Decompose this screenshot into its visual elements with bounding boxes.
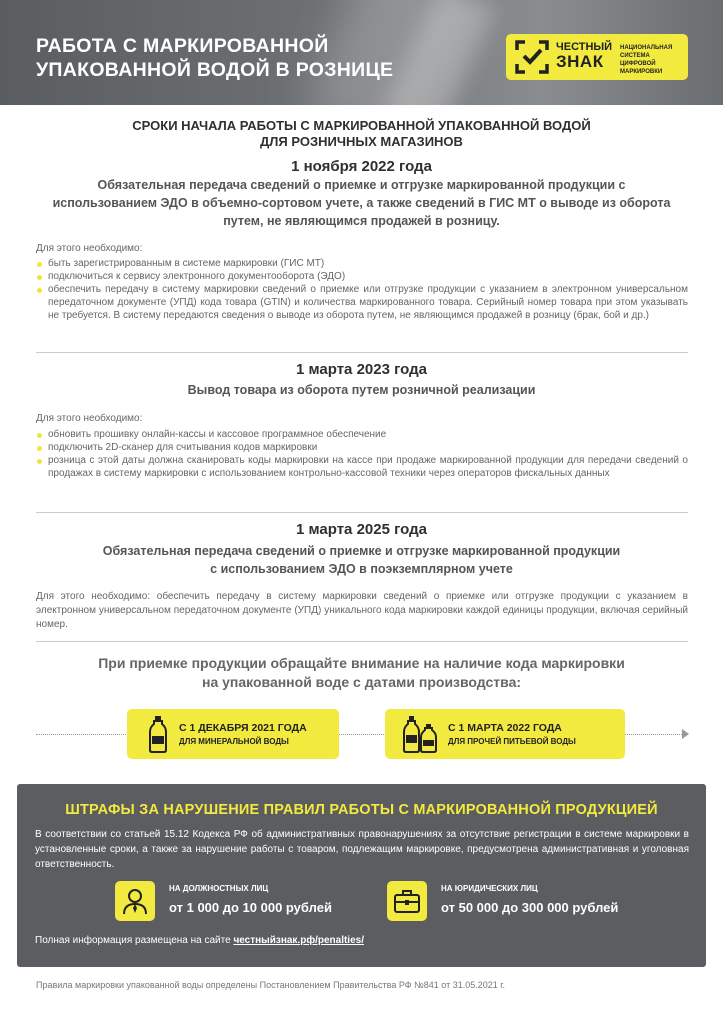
badge-subtitle: ДЛЯ ПРОЧЕЙ ПИТЬЕВОЙ ВОДЫ [448,737,576,746]
badge-title: С 1 ДЕКАБРЯ 2021 ГОДА [179,722,307,734]
fine-officials-label: НА ДОЛЖНОСТНЫХ ЛИЦ [169,884,269,893]
requirements-label: Для этого необходимо: [36,413,143,424]
person-icon [121,887,149,915]
briefcase-icon [393,887,421,915]
footer-note: Правила маркировки упакованной воды определены Постановлением Правительства РФ №841 от 31.05.2021 г. [36,980,505,990]
deadline-date: 1 ноября 2022 года [291,158,432,175]
divider [36,641,688,642]
requirements-paragraph: Для этого необходимо: обеспечить передачу в систему маркировки сведений о приемке или отгрузке продукции с указанием в электронном универсальном передаточном документе (УПД) уникального кода маркировки каждой единицы продукции, включая серийный номер. [36,591,688,630]
fine-legal-label: НА ЮРИДИЧЕСКИХ ЛИЦ [441,884,538,893]
list-item: обновить прошивку онлайн-кассы и кассовое программное обеспечение [36,428,688,441]
section-heading: СРОКИ НАЧАЛА РАБОТЫ С МАРКИРОВАННОЙ УПАКОВАННОЙ ВОДОЙ ДЛЯ РОЗНИЧНЫХ МАГАЗИНОВ [132,118,591,149]
logo-subtitle: НАЦИОНАЛЬНАЯ СИСТЕМА ЦИФРОВОЙ МАРКИРОВКИ [620,45,673,75]
fines-panel [17,784,706,967]
deadline-date: 1 марта 2025 года [296,521,427,538]
list-item: розница с этой даты должна сканировать коды маркировки на кассе при продаже маркированной продукции для передачи сведений о продажах в систему маркировки с использованием контрольно-кассовой техники через операторов фискальных данных [36,454,688,480]
fine-legal-icon-box [387,881,427,921]
list-item: подключиться к сервису электронного документооборота (ЭДО) [36,270,688,283]
divider [36,352,688,353]
fine-officials-amount: от 1 000 до 10 000 рублей [169,900,332,915]
water-bottles-icon [403,715,437,753]
deadline-description: Вывод товара из оборота путем розничной реализации [187,383,536,397]
attention-note: При приемке продукции обращайте внимание на наличие кода маркировки на упакованной воде с датами производства: [98,655,625,690]
header-banner [0,0,723,105]
list-item: подключить 2D-сканер для считывания кодов маркировки [36,441,688,454]
fine-legal-amount: от 50 000 до 300 000 рублей [441,900,619,915]
fines-description: В соответствии со статьей 15.12 Кодекса РФ об административных правонарушениях за отсутствие регистрации в системе маркировки в установленные сроки, а также за нарушение работы с товаром, подлежащим маркировке, предусмотрена административная и уголовная ответственность. [35,829,689,870]
fines-info: Полная информация размещена на сайте честныйзнак.рф/penalties/ [35,935,364,946]
logo-wordmark: ЧЕСТНЫЙ ЗНАК [556,41,613,71]
date-badge-drinking [385,709,625,759]
deadline-description: Обязательная передача сведений о приемке и отгрузке маркированной продукции с использованием ЭДО в объемно-сортовом учете, а также сведений в ГИС МТ о выводе из оборота путем, не являющимся продажей в розницу. [52,178,671,228]
water-bottle-icon [147,715,169,753]
requirements-list [36,257,688,322]
checkmark-frame-icon [514,39,550,75]
fines-title: ШТРАФЫ ЗА НАРУШЕНИЕ ПРАВИЛ РАБОТЫ С МАРКИРОВАННОЙ ПРОДУКЦИЕЙ [65,802,658,818]
list-item: быть зарегистрированным в системе маркировки (ГИС МТ) [36,257,688,270]
page-title: РАБОТА С МАРКИРОВАННОЙ УПАКОВАННОЙ ВОДОЙ В РОЗНИЦЕ [36,35,394,81]
penalties-link[interactable]: честныйзнак.рф/penalties/ [233,935,364,946]
divider [36,512,688,513]
requirements-list [36,428,688,480]
chestny-znak-logo [506,34,688,80]
list-item: обеспечить передачу в систему маркировки сведений о приемке или отгрузке продукции с указанием в электронном универсальном передаточном документе (УПД) кода товара (GTIN) и количества маркированного товара. Серийный номер товара при этом указывать не требуется. В систему передаются сведения о выводе из оборота путем, не являющимся продажей в розницу (брак, бой и др.) [36,283,688,322]
requirements-label: Для этого необходимо: [36,243,143,254]
date-badge-mineral [127,709,339,759]
badge-title: С 1 МАРТА 2022 ГОДА [448,722,562,734]
deadline-date: 1 марта 2023 года [296,361,427,378]
deadline-description: Обязательная передача сведений о приемке и отгрузке маркированной продукции с использованием ЭДО в поэкземплярном учете [102,544,621,576]
fine-officials-icon-box [115,881,155,921]
arrow-right-icon [682,729,689,739]
badge-subtitle: ДЛЯ МИНЕРАЛЬНОЙ ВОДЫ [179,737,289,746]
